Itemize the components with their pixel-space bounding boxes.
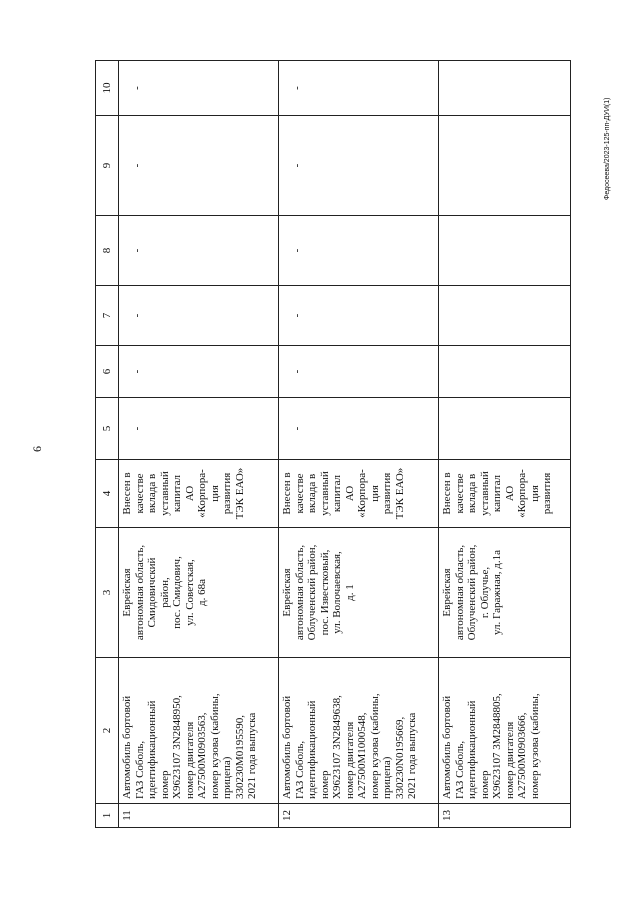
header-cell: 4: [96, 460, 119, 528]
cell-col8: -: [119, 216, 279, 286]
table-row: [119, 61, 279, 828]
cell-col6: -: [279, 346, 439, 398]
row-number: 12: [279, 804, 439, 828]
header-cell: 6: [96, 346, 119, 398]
header-cell: 5: [96, 398, 119, 460]
property-table: [95, 60, 571, 828]
header-cell: 8: [96, 216, 119, 286]
document-footer: Федосеева/2023-125-пп-ДУИ(1): [604, 97, 611, 200]
basis-text: Внесен в качестве вклада в уставный капитал АО «Корпора- ция развития: [439, 460, 571, 528]
vehicle-description: Автомобиль бортовой ГАЗ Соболь, идентификационный номер X9623107 3N2849638, номер двигателя A27500M1000548, номер кузова (кабины, прицепа) 330230N0195669, 2021 года выпуска: [279, 658, 439, 804]
cell-col9: -: [279, 116, 439, 216]
basis-text: Внесен в качестве вклада в уставный капитал АО «Корпора- ция развития ТЭК ЕАО»: [279, 460, 439, 528]
vehicle-description: Автомобиль бортовой ГАЗ Соболь, идентификационный номер X9623107 3N2848950, номер двигателя A27500M0903563, номер кузова (кабины, прицепа) 330230M0195590, 2021 года выпуска: [119, 658, 279, 804]
cell-col10: -: [119, 61, 279, 116]
location-address: Еврейская автономная область, Облученский район, пос. Известковый, ул. Волочаевская, д. 1: [279, 528, 439, 658]
table-row: [279, 61, 439, 828]
cell-col6: -: [119, 346, 279, 398]
cell-col7: [439, 286, 571, 346]
header-cell: 2: [96, 658, 119, 804]
page-number: 6: [30, 446, 44, 452]
header-cell: 10: [96, 61, 119, 116]
location-address: Еврейская автономная область, Облученский район, г. Облучье, ул. Гаражная, д.1а: [439, 528, 571, 658]
cell-col5: -: [279, 398, 439, 460]
cell-col7: -: [119, 286, 279, 346]
cell-col9: [439, 116, 571, 216]
cell-col5: [439, 398, 571, 460]
vehicle-description: Автомобиль бортовой ГАЗ Соболь, идентификационный номер X9623107 3M2848805, номер двигателя A27500M0903666, номер кузова (кабины,: [439, 658, 571, 804]
table-row: [439, 61, 571, 828]
cell-col8: -: [279, 216, 439, 286]
header-cell: 9: [96, 116, 119, 216]
cell-col8: [439, 216, 571, 286]
location-address: Еврейская автономная область, Смидовичский район, пос. Смидович, ул. Советская, д. 68а: [119, 528, 279, 658]
header-cell: 3: [96, 528, 119, 658]
cell-col6: [439, 346, 571, 398]
header-cell: 7: [96, 286, 119, 346]
row-number: 11: [119, 804, 279, 828]
row-number: 13: [439, 804, 571, 828]
rotated-table-wrapper: [95, 61, 575, 828]
cell-col7: -: [279, 286, 439, 346]
header-cell: 1: [96, 804, 119, 828]
basis-text: Внесен в качестве вклада в уставный капитал АО «Корпора- ция развития ТЭК ЕАО»: [119, 460, 279, 528]
cell-col10: [439, 61, 571, 116]
header-row: [96, 61, 119, 828]
cell-col10: -: [279, 61, 439, 116]
cell-col5: -: [119, 398, 279, 460]
cell-col9: -: [119, 116, 279, 216]
